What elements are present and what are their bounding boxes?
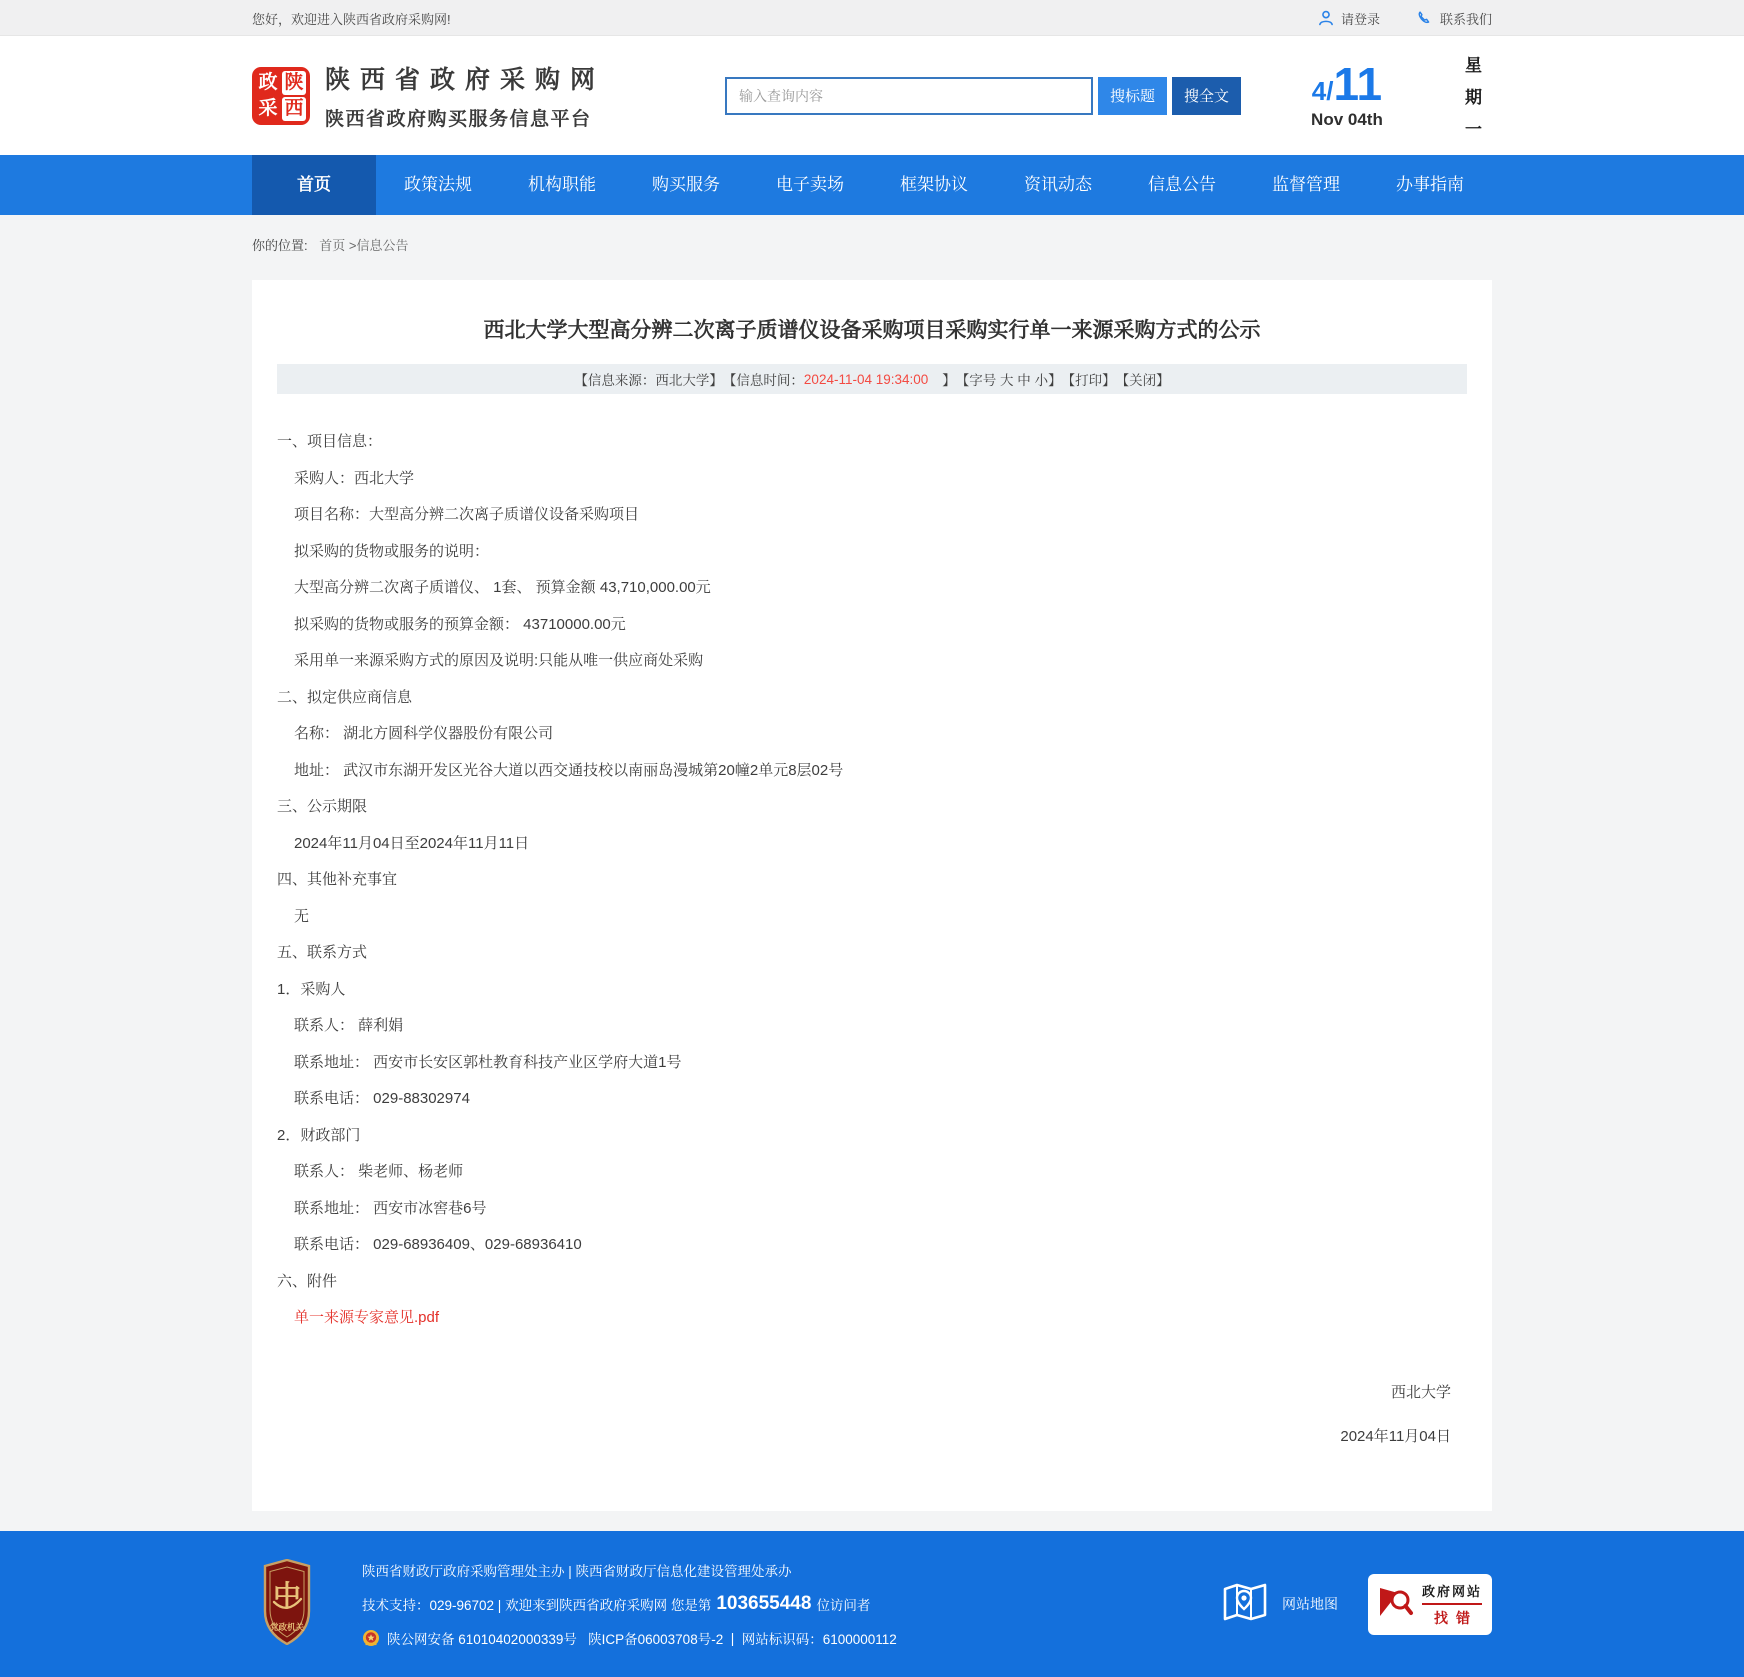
meta-source: 【信息来源：西北大学】 — [574, 373, 723, 388]
date-day: 11 — [1333, 58, 1383, 110]
weekday-char: 星 — [1465, 56, 1482, 75]
article-signature — [277, 1381, 1467, 1446]
article-paragraph: 拟采购的货物或服务的预算金额： 43710000.00元 — [294, 615, 626, 633]
breadcrumb-home-link[interactable]: 首页 — [319, 238, 346, 253]
fontsize-small-button[interactable]: 小 — [1030, 373, 1049, 388]
article-paragraph: 联系人： 薛利娟 — [294, 1017, 404, 1034]
visitor-count: 103655448 — [716, 1593, 812, 1614]
site-title: 陕西省政府采购网 — [325, 66, 606, 94]
site-header — [0, 36, 1744, 155]
section-heading: 二、拟定供应商信息 — [277, 688, 413, 706]
article-paragraph: 项目名称：大型高分辨二次离子质谱仪设备采购项目 — [294, 506, 640, 523]
breadcrumb-current[interactable]: >信息公告 — [348, 238, 409, 253]
section-heading: 六、附件 — [277, 1272, 338, 1290]
article-paragraph: 联系地址： 西安市长安区郭杜教育科技产业区学府大道1号 — [294, 1053, 682, 1071]
date-english: Nov 04th — [1311, 110, 1383, 129]
seal-logo-icon — [252, 67, 310, 125]
search-bar — [725, 77, 1241, 115]
article-paragraph: 地址： 武汉市东湖开发区光谷大道以西交通技校以南丽岛漫城第20幢2单元8层02号 — [294, 761, 844, 779]
signature-date: 2024年11月04日 — [1340, 1428, 1451, 1445]
search-title-button[interactable]: 搜标题 — [1098, 77, 1167, 115]
svg-text:党政机关: 党政机关 — [269, 1622, 305, 1633]
meta-time-close: 】 — [942, 373, 956, 388]
section-heading: 五、联系方式 — [277, 944, 368, 961]
welcome-text: 您好，欢迎进入陕西省政府采购网! — [252, 11, 451, 27]
nav-item-purchase-services[interactable]: 购买服务 — [652, 175, 720, 194]
footer-support-text: 技术支持：029-96702 | 欢迎来到陕西省政府采购网 您是第 — [362, 1598, 712, 1613]
footer-line-support — [362, 1593, 897, 1615]
date-month: 4/ — [1311, 76, 1334, 106]
close-button[interactable]: 【关闭】 — [1115, 373, 1170, 388]
error-badge-title: 政府网站 — [1422, 1581, 1482, 1605]
footer-line-organizers: 陕西省财政厅政府采购管理处主办 | 陕西省财政厅信息化建设管理处承办 — [362, 1564, 792, 1579]
date-widget — [1311, 58, 1383, 130]
contact-label: 联系我们 — [1439, 11, 1492, 27]
nav-item-home[interactable]: 首页 — [252, 155, 376, 215]
svg-text:中: 中 — [272, 1578, 302, 1612]
nav-item-e-marketplace[interactable]: 电子卖场 — [776, 175, 844, 194]
site-logo[interactable] — [252, 60, 605, 131]
icp-number[interactable]: 陕ICP备06003708号-2 — [576, 1632, 724, 1647]
phone-icon — [1416, 9, 1434, 27]
meta-time-label: 【信息时间： — [722, 373, 804, 388]
article-paragraph: 联系地址： 西安市冰窖巷6号 — [294, 1199, 487, 1217]
beian-number[interactable]: 陕公网安备 61010402000339号 — [387, 1632, 577, 1647]
breadcrumb-label: 你的位置: — [252, 238, 308, 253]
error-finder-icon — [1378, 1584, 1414, 1625]
attachment-pdf-link[interactable]: 单一来源专家意见.pdf — [294, 1309, 440, 1326]
article-paragraph: 联系人： 柴老师、杨老师 — [294, 1163, 464, 1180]
article-paragraph: 采购人：西北大学 — [294, 469, 415, 487]
section-heading: 1．采购人 — [277, 980, 346, 998]
weekday-char: 期 — [1465, 88, 1482, 107]
footer-line-registration — [362, 1628, 897, 1648]
seal-char: 陕 — [282, 71, 306, 95]
seal-char: 采 — [258, 98, 278, 119]
weekday-vertical — [1465, 51, 1482, 140]
login-label: 请登录 — [1340, 11, 1380, 27]
nav-item-guide[interactable]: 办事指南 — [1396, 175, 1464, 194]
error-report-badge[interactable] — [1368, 1574, 1492, 1635]
section-heading: 四、其他补充事宜 — [277, 871, 398, 888]
search-input[interactable] — [725, 77, 1093, 115]
seal-char: 政 — [258, 72, 278, 93]
signature-org: 西北大学 — [1390, 1384, 1451, 1401]
meta-time-value: 2024-11-04 19:34:00 — [803, 371, 929, 387]
nav-item-news[interactable]: 资讯动态 — [1024, 175, 1092, 194]
site-footer — [0, 1531, 1744, 1677]
article-paragraph: 名称： 湖北方圆科学仪器股份有限公司 — [294, 725, 554, 742]
nav-item-announcements[interactable]: 信息公告 — [1148, 175, 1216, 194]
footer-separator: | — [723, 1630, 742, 1646]
login-link[interactable] — [1317, 9, 1380, 28]
article-panel — [252, 280, 1492, 1511]
weekday-char: 一 — [1465, 120, 1482, 139]
site-id-code: 网站标识码：6100000112 — [741, 1632, 897, 1647]
meta-fontsize-label: 【字号 — [955, 373, 1001, 388]
article-paragraph: 采用单一来源采购方式的原因及说明:只能从唯一供应商处采购 — [294, 652, 704, 669]
article-paragraph: 2024年11月04日至2024年11月11日 — [294, 834, 530, 852]
sitemap-label[interactable]: 网站地图 — [1281, 1596, 1338, 1612]
nav-item-supervision[interactable]: 监督管理 — [1272, 175, 1340, 194]
article-paragraph: 大型高分辨二次离子质谱仪、 1套、 预算金额 43,710,000.00元 — [294, 579, 711, 596]
top-bar — [0, 0, 1744, 36]
section-heading: 三、公示期限 — [277, 798, 368, 815]
fontsize-medium-button[interactable]: 中 — [1013, 373, 1031, 388]
section-heading: 2．财政部门 — [277, 1126, 361, 1144]
article-paragraph: 拟采购的货物或服务的说明： — [294, 542, 490, 560]
party-government-shield-icon — [262, 1559, 312, 1650]
nav-item-functions[interactable]: 机构职能 — [528, 175, 596, 194]
print-button[interactable]: 【打印】 — [1061, 373, 1116, 388]
article-paragraph: 联系电话： 029-88302974 — [294, 1090, 470, 1107]
nav-item-policies[interactable]: 政策法规 — [404, 175, 472, 194]
article-title: 西北大学大型高分辨二次离子质谱仪设备采购项目采购实行单一来源采购方式的公示 — [483, 319, 1261, 342]
footer-visitor-suffix: 位访问者 — [816, 1598, 871, 1613]
meta-fontsize-close: 】 — [1048, 373, 1062, 388]
article-paragraph: 联系电话： 029-68936409、029-68936410 — [294, 1236, 582, 1253]
police-badge-icon — [362, 1629, 380, 1647]
sitemap-icon[interactable] — [1222, 1581, 1268, 1628]
footer-info — [362, 1547, 897, 1661]
contact-link[interactable] — [1416, 9, 1492, 28]
search-fulltext-button[interactable]: 搜全文 — [1172, 77, 1241, 115]
error-badge-action: 找错 — [1433, 1609, 1478, 1626]
fontsize-large-button[interactable]: 大 — [1000, 373, 1014, 388]
breadcrumb — [252, 215, 1492, 280]
user-icon — [1317, 9, 1335, 27]
article-body — [277, 434, 1467, 1325]
site-subtitle: 陕西省政府购买服务信息平台 — [325, 109, 592, 130]
article-paragraph: 无 — [294, 907, 310, 925]
article-meta-bar — [277, 364, 1467, 394]
main-nav — [0, 155, 1744, 215]
seal-char: 西 — [282, 97, 306, 121]
nav-item-framework-agreement[interactable]: 框架协议 — [900, 175, 968, 194]
section-heading: 一、项目信息： — [277, 433, 383, 450]
